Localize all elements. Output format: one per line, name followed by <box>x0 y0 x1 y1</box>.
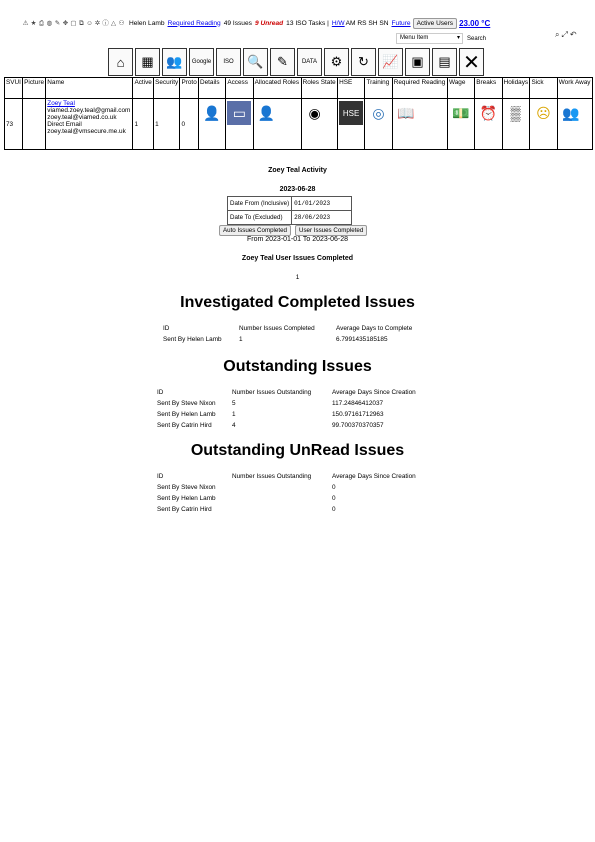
table-cell: Sent By Catrin Hird <box>157 422 212 429</box>
table-cell: 117.24846412037 <box>332 400 384 407</box>
menu-select-value: Menu Item <box>400 35 429 41</box>
access-cell <box>226 99 253 150</box>
email-1: viamed.zoey.teal@gmail.com <box>47 107 131 114</box>
col-header: Security <box>154 78 180 99</box>
staff-table <box>4 77 593 150</box>
unread-title: Outstanding UnRead Issues <box>190 442 405 459</box>
date-from-label: Date From (Inclusive) <box>228 197 292 211</box>
top-icon-group <box>22 20 125 27</box>
details-icon[interactable]: 👤 <box>203 104 221 121</box>
col-header: Allocated Roles <box>253 78 301 99</box>
activity-title: Zoey Teal Activity <box>268 167 327 174</box>
required-reading-icon[interactable]: 📖 <box>397 104 415 121</box>
main-toolbar <box>108 48 484 76</box>
issues-count: 49 Issues <box>223 19 252 27</box>
table-cell: Sent By Steve Nixon <box>157 484 216 491</box>
cogs-icon[interactable]: ⚙ <box>324 48 349 76</box>
unread-count: 9 Unread <box>254 19 284 27</box>
col-header: Required Reading <box>392 78 447 99</box>
chart-icon[interactable]: 📈 <box>378 48 403 76</box>
menu-select[interactable] <box>396 33 463 44</box>
col-header: Number Issues Outstanding <box>232 389 312 396</box>
info-icon[interactable]: ⓘ <box>102 19 109 27</box>
direct-email: zoey.teal@vmsecure.me.uk <box>47 128 126 135</box>
iso-tasks: 13 ISO Tasks | <box>286 19 329 27</box>
table-row <box>163 334 412 345</box>
date-to-label: Date To (Excluded) <box>228 211 292 225</box>
staff-name-link[interactable]: Zoey Teal <box>47 100 75 107</box>
table-cell: 150.97161712963 <box>332 411 384 418</box>
future-link[interactable]: Future <box>391 19 411 27</box>
work-away-icon[interactable]: 👥 <box>562 104 580 121</box>
gear-icon[interactable]: ✲ <box>94 19 101 27</box>
col-header: Average Days Since Creation <box>332 389 416 396</box>
svui-cell: 73 <box>5 99 23 150</box>
email-2: zoey.teal@viamed.co.uk <box>47 114 117 121</box>
close-icon[interactable]: ✕ <box>459 48 484 76</box>
search-icon[interactable]: ⌕ <box>555 30 560 39</box>
allocated-roles-icon[interactable]: 👤 <box>257 104 276 121</box>
outstanding-table <box>157 387 416 431</box>
staff-table-header <box>5 78 593 99</box>
table-cell: 1 <box>232 411 236 418</box>
table-row <box>157 398 416 409</box>
col-header: Wage <box>447 78 474 99</box>
training-cell <box>365 99 392 150</box>
col-header: Work Away <box>557 78 592 99</box>
user-issues-completed-button[interactable]: User Issues Completed <box>295 225 367 236</box>
print-icon[interactable]: ⎙ <box>38 19 45 27</box>
col-header: ID <box>157 389 164 396</box>
proto-cell: 0 <box>180 99 199 150</box>
table-cell: 6.7991435185185 <box>336 336 388 343</box>
col-header: Number Issues Completed <box>239 325 315 332</box>
table-cell: Sent By Steve Nixon <box>157 400 216 407</box>
work-away-cell <box>557 99 592 150</box>
date-range-text: From 2023-01-01 To 2023-06-28 <box>246 236 349 243</box>
col-header: Name <box>46 78 133 99</box>
name-cell <box>46 99 133 150</box>
access-icon[interactable]: ▭ <box>227 101 251 125</box>
breaks-cell <box>475 99 502 150</box>
table-cell: Sent By Helen Lamb <box>163 336 222 343</box>
training-icon[interactable]: ◎ <box>372 104 385 121</box>
table-cell: Sent By Helen Lamb <box>157 495 216 502</box>
active-cell: 1 <box>133 99 154 150</box>
col-header: Details <box>198 78 225 99</box>
table-cell: 0 <box>332 506 336 513</box>
star-icon[interactable]: ★ <box>30 19 37 27</box>
contacts-icon[interactable]: ▦ <box>135 48 160 76</box>
activity-date: 2023-06-28 <box>279 186 316 193</box>
col-header: ID <box>163 325 170 332</box>
pen-icon[interactable]: ✎ <box>54 19 61 27</box>
search-label[interactable]: Search <box>467 35 487 42</box>
user-completed-count: 1 <box>295 274 300 281</box>
direct-email-label: Direct Email <box>47 121 82 128</box>
magnifier-icon[interactable]: 🔍 <box>243 48 268 76</box>
col-header: ID <box>157 473 164 480</box>
copy-icon[interactable]: ⧉ <box>79 19 84 27</box>
right-icon-group <box>555 30 577 40</box>
holidays-cell <box>502 99 530 150</box>
table-header-row <box>157 471 416 482</box>
col-header: Number Issues Outstanding <box>232 473 312 480</box>
col-header: Breaks <box>475 78 502 99</box>
menu-row <box>396 33 486 44</box>
required-reading-link[interactable]: Required Reading <box>167 19 221 27</box>
current-user: Helen Lamb <box>129 19 165 27</box>
temperature-reading: 23.00 °C <box>459 18 491 28</box>
table-row <box>157 420 416 431</box>
table-cell <box>232 482 332 493</box>
outstanding-title: Outstanding Issues <box>223 358 372 375</box>
refresh-icon[interactable]: ↶ <box>569 30 577 39</box>
wage-icon[interactable]: 💵 <box>452 104 470 121</box>
home-icon[interactable]: ⌂ <box>108 48 133 76</box>
compass-icon[interactable]: ✥ <box>62 19 69 27</box>
allocated-roles-cell <box>253 99 301 150</box>
breaks-icon[interactable]: ⏰ <box>479 104 497 121</box>
chevron-down-icon: ▾ <box>456 35 460 41</box>
table-cell: 5 <box>232 400 236 407</box>
sync-icon[interactable]: ↻ <box>351 48 376 76</box>
roles-state-cell <box>301 99 337 150</box>
roles-state-icon[interactable]: ◉ <box>308 104 321 121</box>
auto-issues-completed-button[interactable]: Auto Issues Completed <box>219 225 291 236</box>
col-header: Proto <box>180 78 199 99</box>
data-icon[interactable]: DATA <box>297 48 322 76</box>
date-range-form <box>227 196 352 225</box>
table-header-row <box>163 323 412 334</box>
investigated-title: Investigated Completed Issues <box>180 294 415 311</box>
details-cell <box>198 99 225 150</box>
col-header: Average Days to Complete <box>336 325 413 332</box>
investigated-table <box>163 323 412 345</box>
iso-icon[interactable]: ISO <box>216 48 241 76</box>
col-header: Picture <box>23 78 46 99</box>
staff-initials: AM RS SH SN <box>345 19 389 27</box>
wage-cell <box>447 99 474 150</box>
security-cell: 1 <box>154 99 180 150</box>
book-icon[interactable]: ▤ <box>432 48 457 76</box>
google-icon[interactable]: Google <box>189 48 214 76</box>
table-cell: 0 <box>332 484 336 491</box>
holidays-icon[interactable]: ▒ <box>510 105 521 121</box>
hse-cell <box>338 99 365 150</box>
sick-cell <box>530 99 557 150</box>
date-to-input[interactable]: 28/06/2023 <box>292 211 352 225</box>
hse-icon[interactable]: HSE <box>339 101 363 125</box>
picture-cell <box>23 99 46 150</box>
sick-icon[interactable]: ☹ <box>536 104 551 121</box>
col-header: Holidays <box>502 78 530 99</box>
col-header: Sick <box>530 78 557 99</box>
table-cell <box>232 493 332 504</box>
table-row <box>157 504 416 515</box>
text-icon[interactable]: △ <box>111 19 116 27</box>
table-cell: 99.700370370357 <box>332 422 384 429</box>
top-status-bar <box>22 17 490 29</box>
table-cell: Sent By Helen Lamb <box>157 411 216 418</box>
window-icon[interactable]: ▢ <box>70 19 77 27</box>
unread-table <box>157 471 416 515</box>
col-header: Roles State <box>301 78 337 99</box>
activity-buttons <box>219 225 367 236</box>
col-header: Training <box>365 78 392 99</box>
warning-icon[interactable]: ⚠ <box>22 19 29 27</box>
required-reading-cell <box>392 99 447 150</box>
table-cell <box>232 504 332 515</box>
expand-icon[interactable]: ⤢ <box>561 30 568 39</box>
table-cell: Sent By Catrin Hird <box>157 506 212 513</box>
table-row <box>157 409 416 420</box>
box-icon[interactable]: ▣ <box>405 48 430 76</box>
pen-tool-icon[interactable]: ✎ <box>270 48 295 76</box>
col-header: HSE <box>338 78 365 99</box>
hw-link[interactable]: H/W <box>331 19 345 27</box>
col-header: Active <box>133 78 154 99</box>
table-cell: 1 <box>239 336 243 343</box>
table-row <box>157 493 416 504</box>
user-icon[interactable]: ⚇ <box>118 19 125 27</box>
users-icon[interactable]: 👥 <box>162 48 187 76</box>
table-row <box>157 482 416 493</box>
table-cell: 0 <box>332 495 336 502</box>
smiley-icon[interactable]: ☺ <box>86 19 93 27</box>
user-completed-title: Zoey Teal User Issues Completed <box>241 255 354 262</box>
table-cell: 4 <box>232 422 236 429</box>
active-users-button[interactable]: Active Users <box>413 18 457 29</box>
col-header: Access <box>226 78 253 99</box>
date-from-input[interactable]: 01/01/2023 <box>292 197 352 211</box>
table-header-row <box>157 387 416 398</box>
table-row <box>5 99 593 150</box>
globe-icon[interactable]: ◍ <box>46 19 53 27</box>
col-header: Average Days Since Creation <box>332 473 416 480</box>
col-header: SVUI <box>5 78 23 99</box>
